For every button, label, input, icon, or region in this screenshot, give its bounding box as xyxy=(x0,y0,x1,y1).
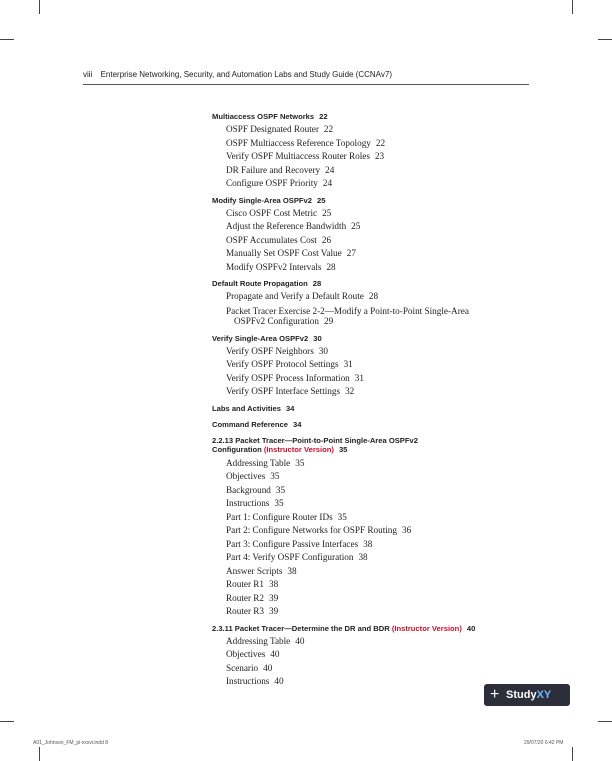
toc-item[interactable]: Router R3 39 xyxy=(226,606,279,616)
crop-mark xyxy=(598,721,612,722)
toc-item[interactable]: Router R1 38 xyxy=(226,579,279,589)
toc-heading[interactable]: Modify Single-Area OSPFv2 25 xyxy=(212,195,326,205)
toc-heading[interactable]: 2.2.13 Packet Tracer—Point-to-Point Single-Area OSPFv2 Configuration (Instructor Version) 35 xyxy=(212,435,418,454)
crop-mark xyxy=(572,747,573,761)
toc-item[interactable]: Packet Tracer Exercise 2-2—Modify a Point-to-Point Single-Area OSPFv2 Configuration 29 xyxy=(226,305,469,326)
toc-section xyxy=(212,418,512,431)
toc-item[interactable]: DR Failure and Recovery 24 xyxy=(226,164,335,175)
toc-page-number: 34 xyxy=(292,419,302,429)
crop-mark xyxy=(598,39,612,40)
toc-page-number: 34 xyxy=(285,403,295,413)
crop-mark xyxy=(0,721,14,722)
toc-item[interactable]: Part 1: Configure Router IDs 35 xyxy=(226,511,347,522)
toc-item[interactable]: Objectives 35 xyxy=(226,471,280,481)
toc-heading[interactable]: Labs and Activities 34 xyxy=(212,403,295,413)
toc-item[interactable]: Verify OSPF Protocol Settings 31 xyxy=(226,359,353,369)
page-number: viii xyxy=(83,70,93,79)
toc-section xyxy=(212,434,512,619)
toc-item[interactable]: Verify OSPF Neighbors 30 xyxy=(226,345,328,356)
toc-item[interactable]: OSPF Multiaccess Reference Topology 22 xyxy=(226,137,386,148)
running-head xyxy=(83,70,392,79)
toc-item[interactable]: Cisco OSPF Cost Metric 25 xyxy=(226,207,332,218)
toc-item[interactable]: Answer Scripts 38 xyxy=(226,565,297,576)
instructor-version-tag: (Instructor Version) xyxy=(263,445,334,454)
toc-item[interactable]: Modify OSPFv2 Intervals 28 xyxy=(226,261,336,272)
crop-mark xyxy=(572,0,573,14)
toc-item[interactable]: Instructions 40 xyxy=(226,676,284,686)
toc-section xyxy=(212,277,512,329)
slug-file: A01_Johnson_FM_pi-xxxvi.indd 8 xyxy=(33,740,109,746)
toc-section xyxy=(212,332,512,399)
toc-heading[interactable]: 2.3.11 Packet Tracer—Determine the DR and BDR (Instructor Version) 40 xyxy=(212,623,476,633)
toc-section xyxy=(212,110,512,191)
instructor-version-tag: (Instructor Version) xyxy=(391,623,462,633)
toc-item[interactable]: Background 35 xyxy=(226,484,286,495)
toc-page-number: 30 xyxy=(313,333,322,343)
toc-section xyxy=(212,622,512,689)
toc-item[interactable]: Verify OSPF Interface Settings 32 xyxy=(226,386,355,396)
crop-mark xyxy=(0,39,14,40)
toc-item[interactable]: Propagate and Verify a Default Route 28 xyxy=(226,291,379,301)
table-of-contents xyxy=(212,110,512,689)
toc-heading[interactable]: Multiaccess OSPF Networks 22 xyxy=(212,112,328,121)
toc-item[interactable]: Part 4: Verify OSPF Configuration 38 xyxy=(226,552,368,562)
toc-item[interactable]: Manually Set OSPF Cost Value 27 xyxy=(226,248,356,258)
plus-icon: + xyxy=(490,686,500,703)
toc-page-number: 28 xyxy=(312,279,322,288)
toc-item[interactable]: Router R2 39 xyxy=(226,592,279,603)
header-rule xyxy=(83,84,529,85)
toc-page-number: 35 xyxy=(338,445,348,454)
toc-heading[interactable]: Default Route Propagation 28 xyxy=(212,279,322,288)
toc-heading[interactable]: Verify Single-Area OSPFv2 30 xyxy=(212,333,322,343)
toc-item[interactable]: Instructions 35 xyxy=(226,498,284,508)
toc-item[interactable]: Addressing Table 40 xyxy=(226,635,305,646)
toc-item[interactable]: Part 3: Configure Passive Interfaces 38 xyxy=(226,538,373,549)
crop-mark xyxy=(39,747,40,761)
toc-section xyxy=(212,194,512,275)
toc-item[interactable]: Scenario 40 xyxy=(226,662,273,673)
toc-section xyxy=(212,402,512,415)
toc-item[interactable]: OSPF Designated Router 22 xyxy=(226,124,334,134)
toc-heading[interactable]: Command Reference 34 xyxy=(212,419,302,429)
toc-item[interactable]: Part 2: Configure Networks for OSPF Routing 36 xyxy=(226,525,412,535)
toc-item[interactable]: Objectives 40 xyxy=(226,649,280,659)
toc-page-number: 25 xyxy=(317,195,326,205)
toc-item[interactable]: Verify OSPF Process Information 31 xyxy=(226,372,364,383)
toc-page-number: 22 xyxy=(319,112,328,121)
toc-item[interactable]: Addressing Table 35 xyxy=(226,457,305,468)
crop-mark xyxy=(39,0,40,14)
studyxy-logo xyxy=(484,684,570,706)
logo-text: StudyXY xyxy=(506,689,552,701)
toc-item[interactable]: Verify OSPF Multiaccess Router Roles 23 xyxy=(226,151,385,161)
slug-timestamp: 29/07/20 6:42 PM xyxy=(524,740,564,746)
toc-item[interactable]: Configure OSPF Priority 24 xyxy=(226,178,333,188)
book-title: Enterprise Networking, Security, and Automation Labs and Study Guide (CCNAv7) xyxy=(100,70,392,79)
toc-item[interactable]: Adjust the Reference Bandwidth 25 xyxy=(226,221,361,231)
toc-page-number: 40 xyxy=(466,623,476,633)
toc-item[interactable]: OSPF Accumulates Cost 26 xyxy=(226,234,332,245)
